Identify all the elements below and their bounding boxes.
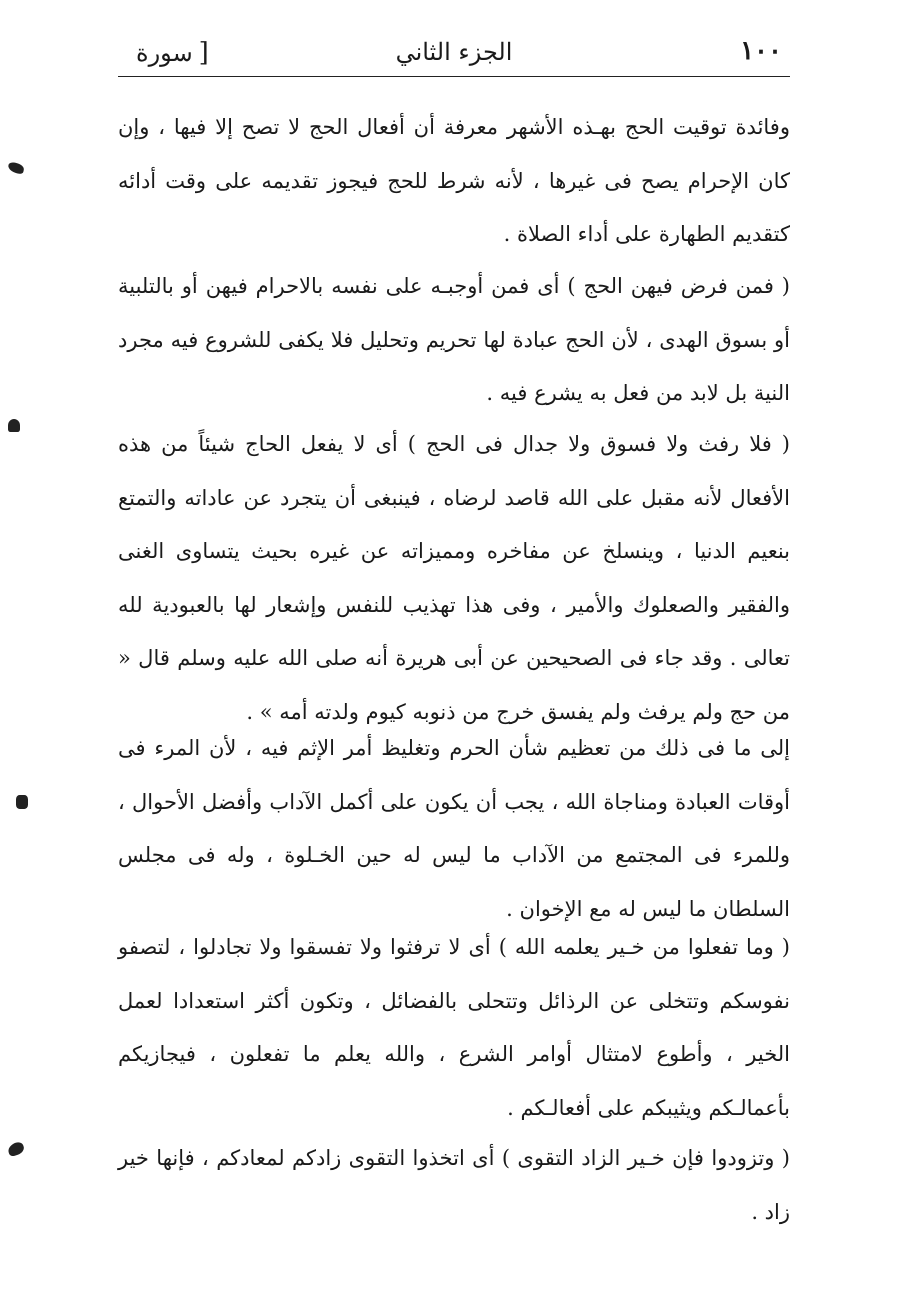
margin-ink-mark (8, 419, 20, 432)
margin-ink-mark (7, 1141, 26, 1157)
page-number: ١٠٠ (740, 36, 782, 66)
part-title: الجزء الثاني (395, 38, 513, 66)
margin-ink-mark (16, 795, 28, 809)
paragraph-no-obscenity: ( فلا رفث ولا فسوق ولا جدال فى الحج ) أى لا يفعل الحاج شيئاً من هذه الأفعال لأنه مقبل على الله قاصد لرضاه ، فينبغى أن يتجرد عن عاداته والتمتع بنعيم الدنيا ، وينسلخ عن مفاخره ومميزاته عن غيره بحيث يتساوى الغنى والفقير والصعلوك والأمير ، وفى هذا تهذيب للنفس وإشعار لها بالعبودية لله تعالى . وقد جاء فى الصحيحين عن أبى هريرة أنه صلى الله عليه وسلم قال « من حج ولم يرفث ولم يفسق خرج من ذنوبه كيوم ولدته أمه » . (118, 432, 790, 724)
surah-label (136, 38, 209, 68)
margin-ink-mark (7, 161, 25, 174)
paragraph-provision: ( وتزودوا فإن خـير الزاد التقوى ) أى اتخذوا التقوى زادكم لمعادكم ، فإنها خير زاد . (118, 1146, 790, 1224)
header-rule (118, 76, 790, 77)
paragraph-obligating-hajj: ( فمن فرض فيهن الحج ) أى فمن أوجبـه على نفسه بالاحرام فيهن أو بالتلبية أو بسوق الهدى ، لأن الحج عبادة لها تحريم وتحليل فلا يكفى للشروع فيه مجرد النية بل لابد من فعل به يشرع فيه . (118, 274, 790, 405)
page-header (118, 34, 790, 76)
paragraph-timing-of-hajj: وفائدة توقيت الحج بهـذه الأشهر معرفة أن أفعال الحج لا تصح إلا فيها ، وإن كان الإحرام يصح فى غيرها ، لأنه شرط للحج فيجوز تقديمه على وقت أدائه كتقديم الطهارة على أداء الصلاة . (118, 115, 790, 246)
paragraph-good-deeds: ( وما تفعلوا من خـير يعلمه الله ) أى لا ترفثوا ولا تفسقوا ولا تجادلوا ، لتصفو نفوسكم وتتخلى عن الرذائل وتتحلى بالفضائل ، وتكون أكثر استعدادا لعمل الخير ، وأطوع لامتثال أوامر الشرع ، والله يعلم ما تفعلون ، فيجازيكم بأعمالـكم ويثيبكم على أفعالـكم . (118, 935, 790, 1120)
paragraph-sanctity: إلى ما فى ذلك من تعظيم شأن الحرم وتغليظ أمر الإثم فيه ، لأن المرء فى أوقات العبادة ومناجاة الله ، يجب أن يكون على أكمل الآداب وأفضل الأحوال ، وللمرء فى المجتمع من الآداب ما ليس له حين الخـلوة ، وله فى مجلس السلطان ما ليس له مع الإخوان . (118, 736, 790, 921)
header-bracket: [ (198, 38, 209, 68)
surah-text: سورة (136, 39, 193, 67)
